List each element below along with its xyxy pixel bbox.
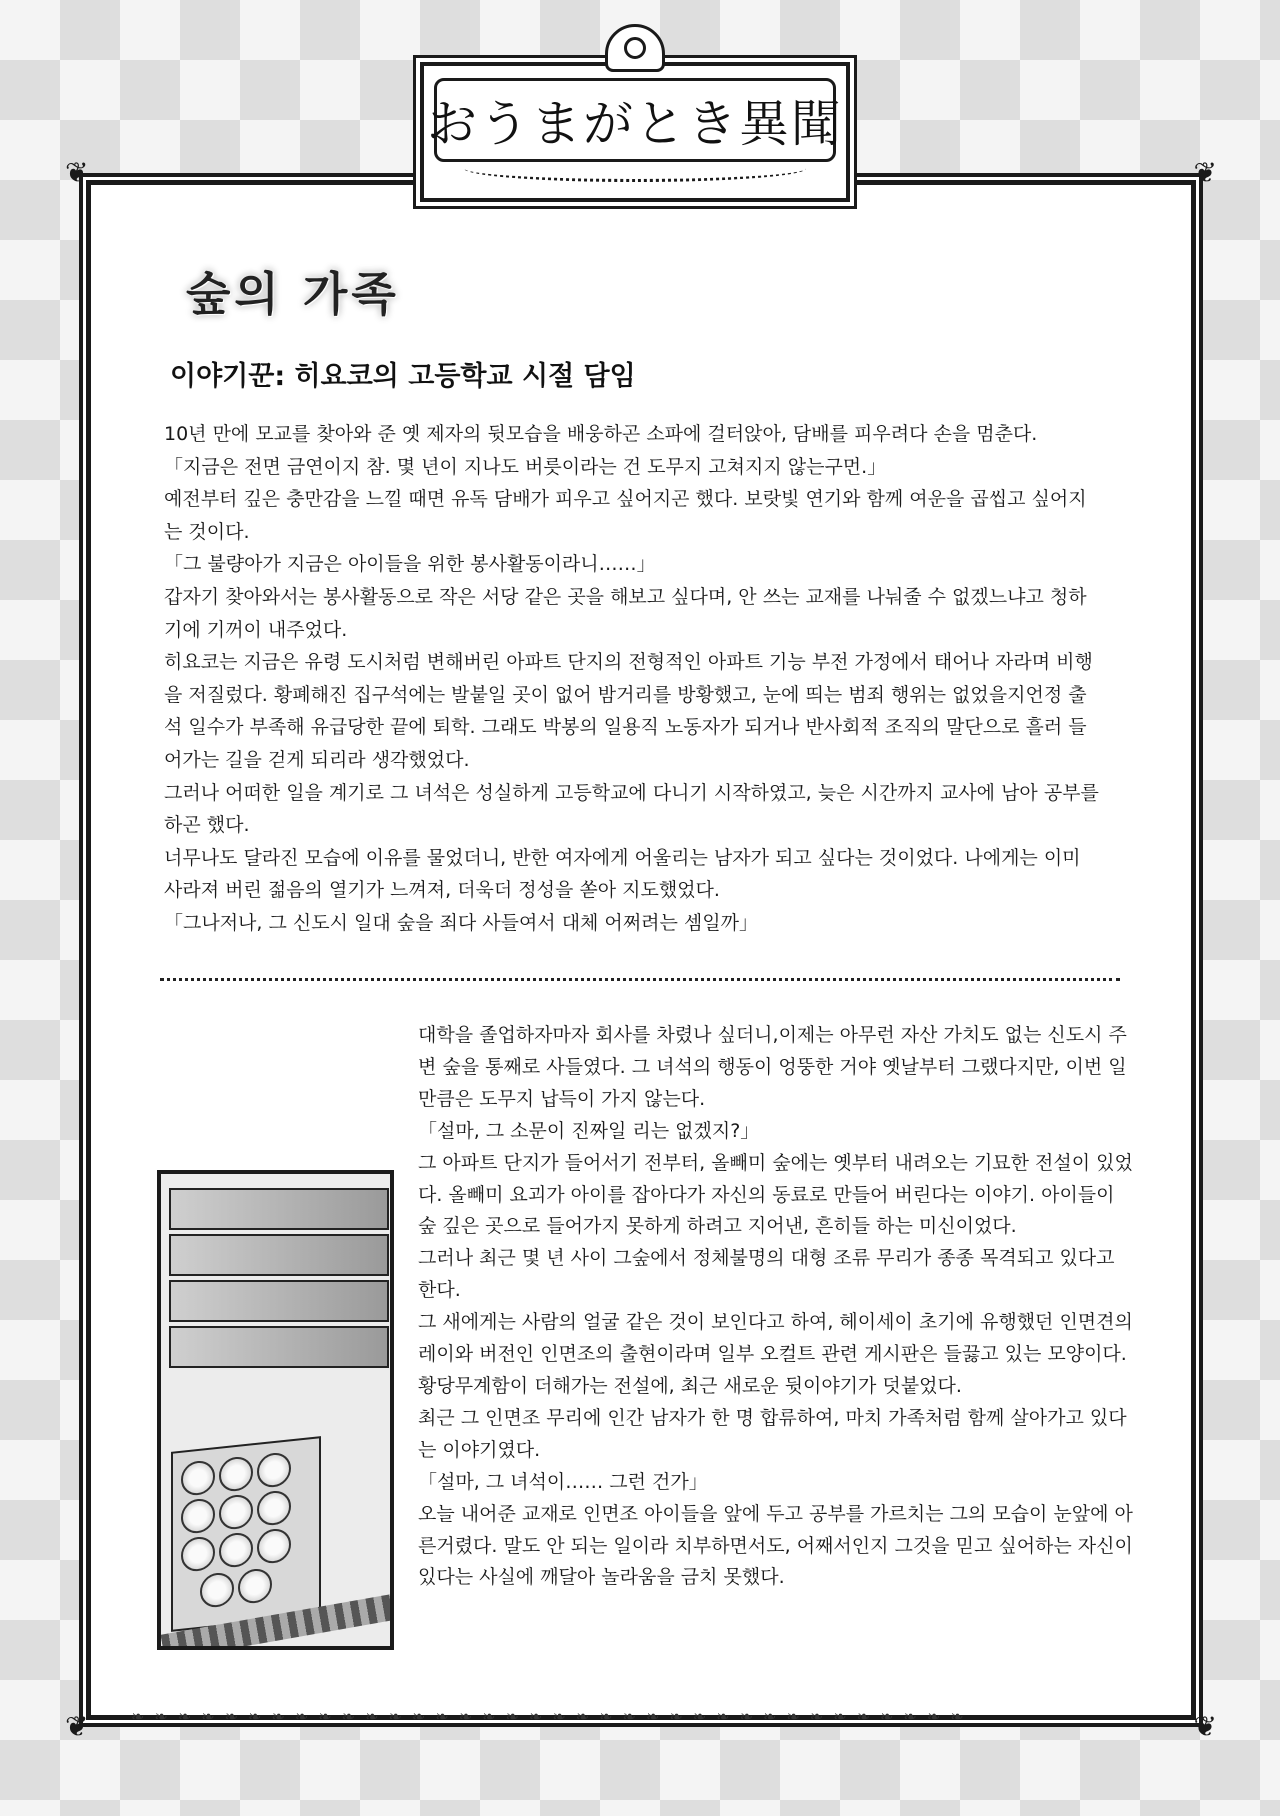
corner-ornament-icon: ❦ — [65, 156, 89, 189]
paragraph: 그 아파트 단지가 들어서기 전부터, 올빼미 숲에는 옛부터 내려오는 기묘한 전설이 있었다. 올빼미 요괴가 아이를 잡아다가 자신의 동료로 만들어 버린다는 이야기. 아이들이 숲 깊은 곳으로 들어가지 못하게 하려고 지어낸, 흔히들 하는 미신이었다. — [418, 1151, 1133, 1238]
paragraph: 히요코는 지금은 유령 도시처럼 변해버린 아파트 단지의 전형적인 아파트 기능 부전 가정에서 태어나 자라며 비행을 저질렀다. 황폐해진 집구석에는 발붙일 곳이 없어 밤거리를 방황했고, 눈에 띄는 범죄 행위는 없었을지언정 출석 일수가 부족해 유급당한 끝에 퇴학. 그래도 박봉의 일용직 노동자가 되거나 반사회적 조직의 말단으로 흘러 들어가는 길을 걷게 되리라 생각했었다. — [164, 651, 1093, 771]
paragraph: 10년 만에 모교를 찾아와 준 옛 제자의 뒷모습을 배웅하곤 소파에 걸터앉아, 담배를 피우려다 손을 멈춘다. — [164, 423, 1038, 445]
paragraph: 「설마, 그 녀석이…… 그런 건가」 — [418, 1470, 708, 1493]
corner-ornament-icon: ❦ — [1193, 1710, 1217, 1743]
paragraph: 갑자기 찾아와서는 봉사활동으로 작은 서당 같은 곳을 해보고 싶다며, 안 쓰는 교재를 나눠줄 수 없겠느냐고 청하기에 기꺼이 내주었다. — [164, 585, 1087, 641]
paragraph: 「그나저나, 그 신도시 일대 숲을 죄다 사들여서 대체 어쩌려는 셈일까」 — [164, 911, 758, 934]
border-scroll-icon: ❧❧❧❧❧❧❧❧❧❧❧❧❧❧❧❧❧❧❧❧❧❧❧❧❧❧❧❧❧❧❧❧❧❧❧❧ — [131, 1707, 974, 1726]
corner-ornament-icon: ❦ — [65, 1710, 89, 1743]
chain-ornament-icon — [464, 155, 806, 182]
books-and-cigarettes-illustration — [157, 1170, 394, 1650]
paragraph: 그러나 최근 몇 년 사이 그숲에서 정체불명의 대형 조류 무리가 종종 목격되고 있다고 한다. — [418, 1247, 1115, 1302]
paragraph: 「그 불량아가 지금은 아이들을 위한 봉사활동이라니……」 — [164, 553, 656, 576]
paragraph: 예전부터 깊은 충만감을 느낄 때면 유독 담배가 피우고 싶어지곤 했다. 보랏빛 연기와 함께 여운을 곱씹고 싶어지는 것이다. — [164, 488, 1087, 543]
corner-ornament-icon: ❦ — [1193, 156, 1217, 189]
story-title: 숲의 가족 — [186, 267, 400, 321]
story-section-2 — [418, 1020, 1134, 1594]
paragraph: 대학을 졸업하자마자 회사를 차렸나 싶더니,이제는 아무런 자산 가치도 없는 신도시 주변 숲을 통째로 사들였다. 그 녀석의 행동이 엉뚱한 거야 옛날부터 그랬다지만, 이번 일만큼은 도무지 납득이 가지 않는다. — [418, 1024, 1127, 1110]
title-plaque — [420, 62, 850, 202]
series-title: おうまがとき異聞 — [427, 95, 843, 153]
paragraph: 「설마, 그 소문이 진짜일 리는 없겠지?」 — [418, 1119, 760, 1142]
title-plaque-inner — [427, 78, 843, 162]
paragraph: 최근 그 인면조 무리에 인간 남자가 한 명 합류하여, 마치 가족처럼 함께 살아가고 있다는 이야기였다. — [418, 1406, 1127, 1461]
paragraph: 그 새에게는 사람의 얼굴 같은 것이 보인다고 하여, 헤이세이 초기에 유행했던 인면견의 레이와 버전인 인면조의 출현이라며 일부 오컬트 관련 게시판은 들끓고 있는 모양이다. — [418, 1311, 1133, 1366]
crest-ornament-icon — [605, 24, 665, 72]
story-section-1 — [164, 418, 1100, 940]
paragraph: 그러나 어떠한 일을 계기로 그 녀석은 성실하게 고등학교에 다니기 시작하였고, 늦은 시간까지 교사에 남아 공부를 하곤 했다. — [164, 781, 1099, 837]
narrator-line: 이야기꾼: 히요코의 고등학교 시절 담임 — [170, 361, 636, 392]
dotted-divider — [160, 978, 1120, 981]
cigarette-pack-icon — [171, 1436, 321, 1632]
paragraph: 황당무계함이 더해가는 전설에, 최근 새로운 뒷이야기가 덧붙었다. — [418, 1374, 962, 1397]
paragraph: 오늘 내어준 교재로 인면조 아이들을 앞에 두고 공부를 가르치는 그의 모습이 눈앞에 아른거렸다. 말도 안 되는 일이라 치부하면서도, 어째서인지 그것을 믿고 싶어하는 자신이 있다는 사실에 깨달아 놀라움을 금치 못했다. — [418, 1502, 1133, 1589]
paragraph: 너무나도 달라진 모습에 이유를 물었더니, 반한 여자에게 어울리는 남자가 되고 싶다는 것이었다. 나에게는 이미 사라져 버린 젊음의 열기가 느껴져, 더욱더 정성을 쏟아 지도했었다. — [164, 846, 1081, 902]
book-stack-icon — [161, 1174, 390, 1404]
paragraph: 「지금은 전면 금연이지 참. 몇 년이 지나도 버릇이라는 건 도무지 고쳐지지 않는구먼.」 — [164, 455, 887, 478]
